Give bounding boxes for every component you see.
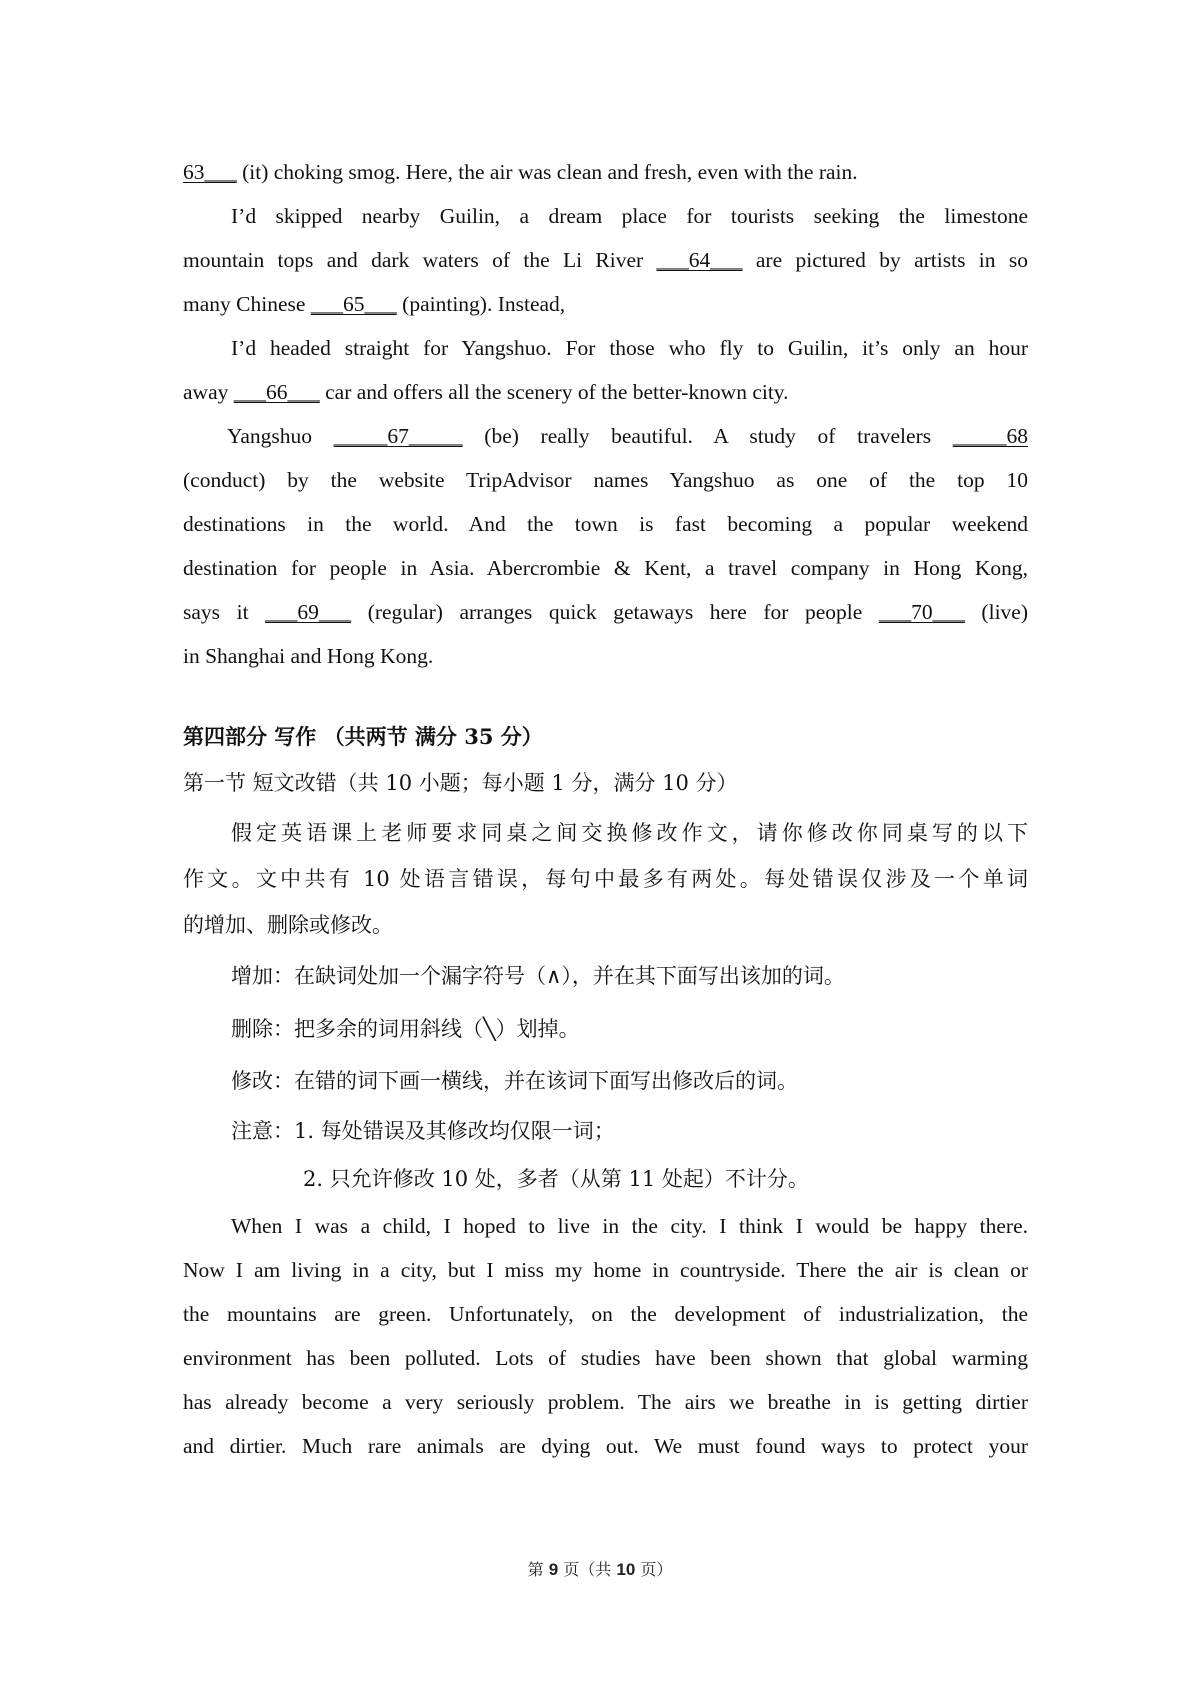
page-number: 9 [548,1560,559,1579]
blank-69: ___69___ [265,600,352,624]
cloze-line-8: (conduct) by the website TripAdvisor names Yangshuo as one of the top 10 [183,468,1028,492]
essay-line-2: Now I am living in a city, but I miss my home in countryside. There the air is clean or [183,1258,1028,1282]
note-2: 2. 只允许修改 10 处，多者（从第 11 处起）不计分。 [303,1167,809,1191]
page-total: 10 [616,1560,636,1579]
instruction-line-3: 的增加、删除或修改。 [183,913,393,937]
blank-66: ___66___ [233,380,320,404]
instruction-line-1: 假定英语课上老师要求同桌之间交换修改作文，请你修改你同桌写的以下 [231,821,1028,845]
essay-line-5: has already become a very seriously problem. The airs we breathe in is getting dirtier [183,1390,1028,1414]
cloze-line-5: I’d headed straight for Yangshuo. For those who fly to Guilin, it’s only an hour [231,336,1028,360]
instruction-line-2: 作文。文中共有 10 处语言错误，每句中最多有两处。每处错误仅涉及一个单词 [183,867,1028,891]
blank-70: ___70___ [878,600,965,624]
essay-line-3: the mountains are green. Unfortunately, on the development of industrialization, the [183,1302,1028,1326]
cloze-line-2: I’d skipped nearby Guilin, a dream place for tourists seeking the limestone [231,204,1028,228]
blank-63: 63___ [183,160,237,184]
blank-67: _____67_____ [333,424,463,448]
cloze-line-10: destination for people in Asia. Abercrombie & Kent, a travel company in Hong Kong, [183,556,1028,580]
note-1: 注意：1. 每处错误及其修改均仅限一词； [231,1119,615,1143]
cloze-line-9: destinations in the world. And the town is fast becoming a popular weekend [183,512,1028,536]
cloze-line-7: Yangshuo _____67_____ (be) really beautiful. A study of travelers _____68 [227,424,1028,448]
part4-heading: 第四部分 写作 （共两节 满分 35 分） [183,724,543,749]
cloze-line-1: 63___ (it) choking smog. Here, the air was clean and fresh, even with the rain. [183,160,858,184]
page-footer: 第 9 页（共 10 页） [527,1560,673,1579]
blank-68: _____68 [952,424,1028,448]
blank-64: ___64___ [656,248,743,272]
cloze-line-12: in Shanghai and Hong Kong. [183,644,434,668]
cloze-line-3: mountain tops and dark waters of the Li River ___64___ are pictured by artists in so [183,248,1028,272]
essay-line-1: When I was a child, I hoped to live in the city. I think I would be happy there. [231,1214,1028,1238]
essay-line-4: environment has been polluted. Lots of studies have been shown that global warming [183,1346,1028,1370]
cloze-line-4: many Chinese ___65___ (painting). Instead, [183,292,566,316]
cloze-line-11: says it ___69___ (regular) arranges quick getaways here for people ___70___ (live) [183,600,1028,624]
blank-65: ___65___ [310,292,397,316]
cloze-line-6: away ___66___ car and offers all the scenery of the better-known city. [183,380,789,404]
rule-add: 增加：在缺词处加一个漏字符号（∧），并在其下面写出该加的词。 [231,964,845,988]
rule-delete: 删除：把多余的词用斜线（╲）划掉。 [231,1017,580,1041]
section1-heading: 第一节 短文改错（共 10 小题；每小题 1 分，满分 10 分） [183,771,738,795]
essay-line-6: and dirtier. Much rare animals are dying out. We must found ways to protect your [183,1434,1028,1458]
rule-modify: 修改：在错的词下画一横线，并在该词下面写出修改后的词。 [231,1069,798,1093]
